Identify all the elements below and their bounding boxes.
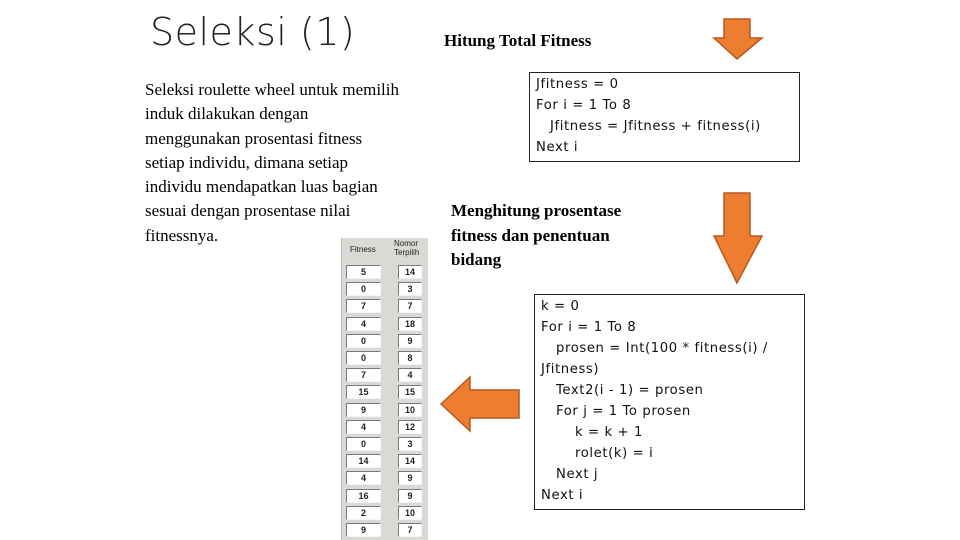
paragraph-line: sesuai dengan prosentase nilai <box>145 201 351 221</box>
code-line: For i = 1 To 8 <box>536 98 632 113</box>
fitness-cell[interactable]: 14 <box>346 454 381 468</box>
heading-hitung-total: Hitung Total Fitness <box>444 31 592 50</box>
nomor-terpilih-cell[interactable]: 9 <box>398 334 422 348</box>
fitness-cell[interactable]: 7 <box>346 299 381 313</box>
nomor-terpilih-cell[interactable]: 10 <box>398 506 422 520</box>
arrow-down-icon <box>712 18 764 60</box>
nomor-terpilih-cell[interactable]: 8 <box>398 351 422 365</box>
description-paragraph <box>145 78 475 248</box>
nomor-terpilih-cell[interactable]: 10 <box>398 403 422 417</box>
nomor-terpilih-cell[interactable]: 15 <box>398 385 422 399</box>
fitness-cell[interactable]: 5 <box>346 265 381 279</box>
nomor-terpilih-cell[interactable]: 14 <box>398 454 422 468</box>
fitness-cell[interactable]: 9 <box>346 523 381 537</box>
nomor-terpilih-cell[interactable]: 3 <box>398 282 422 296</box>
code-box-total-fitness <box>529 72 800 162</box>
code-box-prosentase <box>534 294 805 510</box>
nomor-terpilih-cell[interactable]: 4 <box>398 368 422 382</box>
column-header-nomor-terpilih: Nomor Terpilih <box>394 239 420 257</box>
heading-menghitung-prosentase <box>451 199 671 273</box>
slide-title: Seleksi (1) <box>150 10 356 54</box>
code-line: For i = 1 To 8 <box>541 320 637 335</box>
arrow-down-icon <box>712 192 764 284</box>
code-line: Next i <box>541 488 584 503</box>
paragraph-line: induk dilakukan dengan <box>145 104 309 124</box>
fitness-cell[interactable]: 7 <box>346 368 381 382</box>
nomor-terpilih-cell[interactable]: 12 <box>398 420 422 434</box>
fitness-cell[interactable]: 16 <box>346 489 381 503</box>
fitness-cell[interactable]: 15 <box>346 385 381 399</box>
code-line: For j = 1 To prosen <box>556 404 691 419</box>
fitness-cell[interactable]: 4 <box>346 317 381 331</box>
code-line: Jfitness = Jfitness + fitness(i) <box>550 119 761 134</box>
fitness-table-panel <box>341 238 428 540</box>
nomor-terpilih-cell[interactable]: 9 <box>398 489 422 503</box>
code-line: Jfitness) <box>541 362 600 377</box>
code-line: Text2(i - 1) = prosen <box>556 383 704 398</box>
fitness-cell[interactable]: 0 <box>346 437 381 451</box>
nomor-terpilih-cell[interactable]: 14 <box>398 265 422 279</box>
fitness-cell[interactable]: 4 <box>346 420 381 434</box>
column-header-fitness: Fitness <box>350 245 376 254</box>
code-line: k = k + 1 <box>575 425 643 440</box>
paragraph-line: setiap individu, dimana setiap <box>145 152 349 172</box>
paragraph-line: fitnessnya. <box>145 225 219 245</box>
fitness-cell[interactable]: 0 <box>346 351 381 365</box>
code-line: prosen = Int(100 * fitness(i) / <box>556 341 768 356</box>
paragraph-line: menggunakan prosentasi fitness <box>145 128 363 148</box>
nomor-terpilih-cell[interactable]: 18 <box>398 317 422 331</box>
nomor-terpilih-cell[interactable]: 9 <box>398 471 422 485</box>
arrow-left-icon <box>440 376 520 432</box>
code-line: rolet(k) = i <box>575 446 654 461</box>
fitness-cell[interactable]: 0 <box>346 282 381 296</box>
code-line: Next i <box>536 140 579 155</box>
heading-line: bidang <box>451 250 502 269</box>
nomor-terpilih-cell[interactable]: 7 <box>398 523 422 537</box>
code-line: Jfitness = 0 <box>536 77 619 92</box>
heading-line: Menghitung prosentase <box>451 201 622 220</box>
fitness-cell[interactable]: 2 <box>346 506 381 520</box>
fitness-cell[interactable]: 9 <box>346 403 381 417</box>
fitness-cell[interactable]: 0 <box>346 334 381 348</box>
code-line: Next j <box>556 467 599 482</box>
paragraph-line: Seleksi roulette wheel untuk memilih <box>145 80 400 99</box>
paragraph-line: individu mendapatkan luas bagian <box>145 177 378 197</box>
fitness-cell[interactable]: 4 <box>346 471 381 485</box>
code-line: k = 0 <box>541 299 580 314</box>
nomor-terpilih-cell[interactable]: 7 <box>398 299 422 313</box>
heading-line: fitness dan penentuan <box>451 225 610 245</box>
nomor-terpilih-cell[interactable]: 3 <box>398 437 422 451</box>
